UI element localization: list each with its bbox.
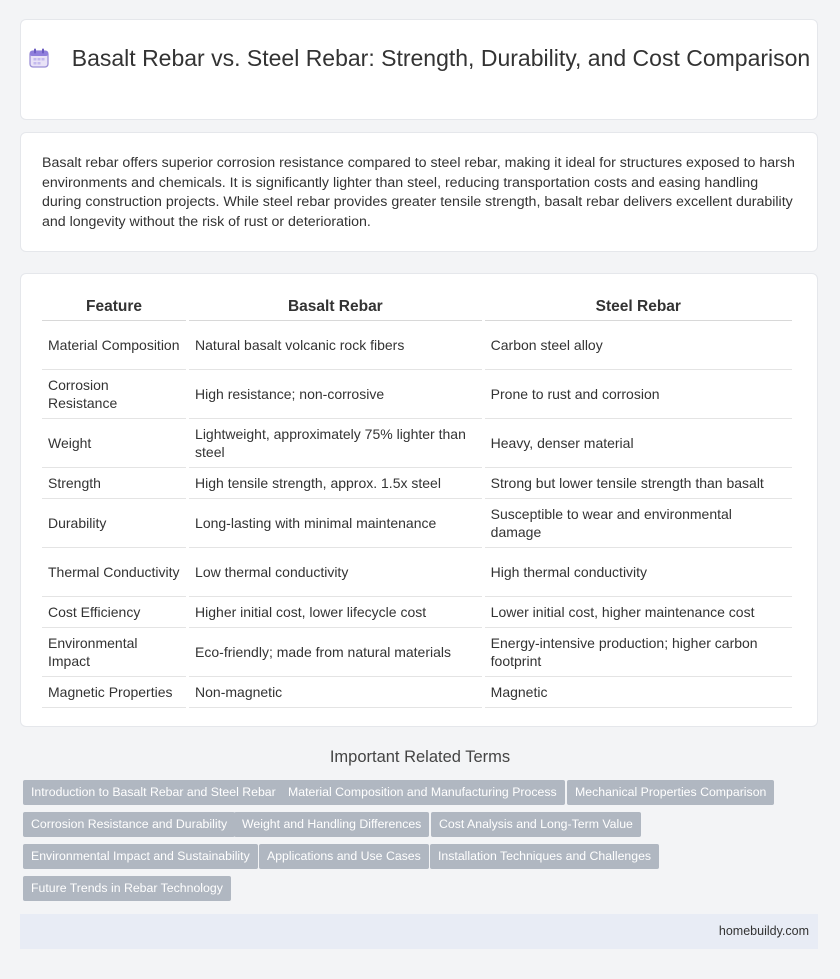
steel-cell: Energy-intensive production; higher carbon footprint: [485, 628, 792, 677]
page-title: Basalt Rebar vs. Steel Rebar: Strength, Durability, and Cost Comparison: [71, 45, 811, 71]
term-tag[interactable]: Installation Techniques and Challenges: [430, 844, 659, 869]
table-row: [42, 499, 792, 548]
intro-paragraph: Basalt rebar offers superior corrosion resistance compared to steel rebar, making it ideal for structures exposed to harsh environments and chemicals. It is significantly lighter than steel, reducing transportation costs and easing handling during construction projects. While steel rebar provides greater tensile strength, basalt rebar delivers excellent durability and longevity without the risk of rust or deterioration.: [42, 155, 795, 230]
page-title-row: [21, 44, 817, 72]
feature-cell: Strength: [42, 468, 186, 499]
footer-site[interactable]: homebuildy.com: [718, 924, 809, 938]
feature-cell: Environmental Impact: [42, 628, 186, 677]
basalt-cell: Non-magnetic: [189, 677, 482, 708]
table-row: [42, 321, 792, 370]
feature-cell: Thermal Conductivity: [42, 548, 186, 597]
feature-cell: Durability: [42, 499, 186, 548]
term-tag[interactable]: Cost Analysis and Long-Term Value: [431, 812, 641, 837]
term-tag[interactable]: Mechanical Properties Comparison: [567, 780, 774, 805]
term-tag[interactable]: Weight and Handling Differences: [234, 812, 429, 837]
basalt-cell: High tensile strength, approx. 1.5x steel: [189, 468, 482, 499]
intro-card: [20, 132, 818, 252]
steel-cell: Susceptible to wear and environmental damage: [485, 499, 792, 548]
comparison-card: [20, 273, 818, 727]
table-row: [42, 468, 792, 499]
steel-cell: Strong but lower tensile strength than basalt: [485, 468, 792, 499]
basalt-cell: Lightweight, approximately 75% lighter than steel: [189, 419, 482, 468]
term-tag[interactable]: Introduction to Basalt Rebar and Steel Rebar: [23, 780, 284, 805]
table-row: [42, 677, 792, 708]
table-row: [42, 628, 792, 677]
table-row: [42, 370, 792, 419]
steel-cell: Lower initial cost, higher maintenance cost: [485, 597, 792, 628]
table-row: [42, 419, 792, 468]
basalt-cell: Long-lasting with minimal maintenance: [189, 499, 482, 548]
steel-cell: Heavy, denser material: [485, 419, 792, 468]
footer: [20, 914, 818, 949]
feature-cell: Cost Efficiency: [42, 597, 186, 628]
term-tag[interactable]: Corrosion Resistance and Durability: [23, 812, 235, 837]
header-feature: Feature: [42, 294, 186, 321]
steel-cell: Prone to rust and corrosion: [485, 370, 792, 419]
feature-cell: Weight: [42, 419, 186, 468]
header-basalt-rebar: Basalt Rebar: [189, 294, 482, 321]
steel-cell: Carbon steel alloy: [485, 321, 792, 370]
basalt-cell: Low thermal conductivity: [189, 548, 482, 597]
basalt-cell: High resistance; non-corrosive: [189, 370, 482, 419]
table-header-row: [42, 294, 792, 321]
calendar-icon: [28, 47, 50, 69]
basalt-cell: Higher initial cost, lower lifecycle cost: [189, 597, 482, 628]
related-terms-title: Important Related Terms: [329, 748, 511, 766]
term-tag[interactable]: Applications and Use Cases: [259, 844, 429, 869]
term-tag[interactable]: Environmental Impact and Sustainability: [23, 844, 258, 869]
header-steel-rebar: Steel Rebar: [485, 294, 792, 321]
feature-cell: Material Composition: [42, 321, 186, 370]
term-tag[interactable]: Material Composition and Manufacturing Process: [280, 780, 565, 805]
comparison-table: [39, 294, 795, 708]
header-card: [20, 19, 818, 120]
feature-cell: Corrosion Resistance: [42, 370, 186, 419]
basalt-cell: Eco-friendly; made from natural materials: [189, 628, 482, 677]
feature-cell: Magnetic Properties: [42, 677, 186, 708]
table-row: [42, 597, 792, 628]
steel-cell: High thermal conductivity: [485, 548, 792, 597]
term-tag[interactable]: Future Trends in Rebar Technology: [23, 876, 231, 901]
steel-cell: Magnetic: [485, 677, 792, 708]
basalt-cell: Natural basalt volcanic rock fibers: [189, 321, 482, 370]
table-row: [42, 548, 792, 597]
